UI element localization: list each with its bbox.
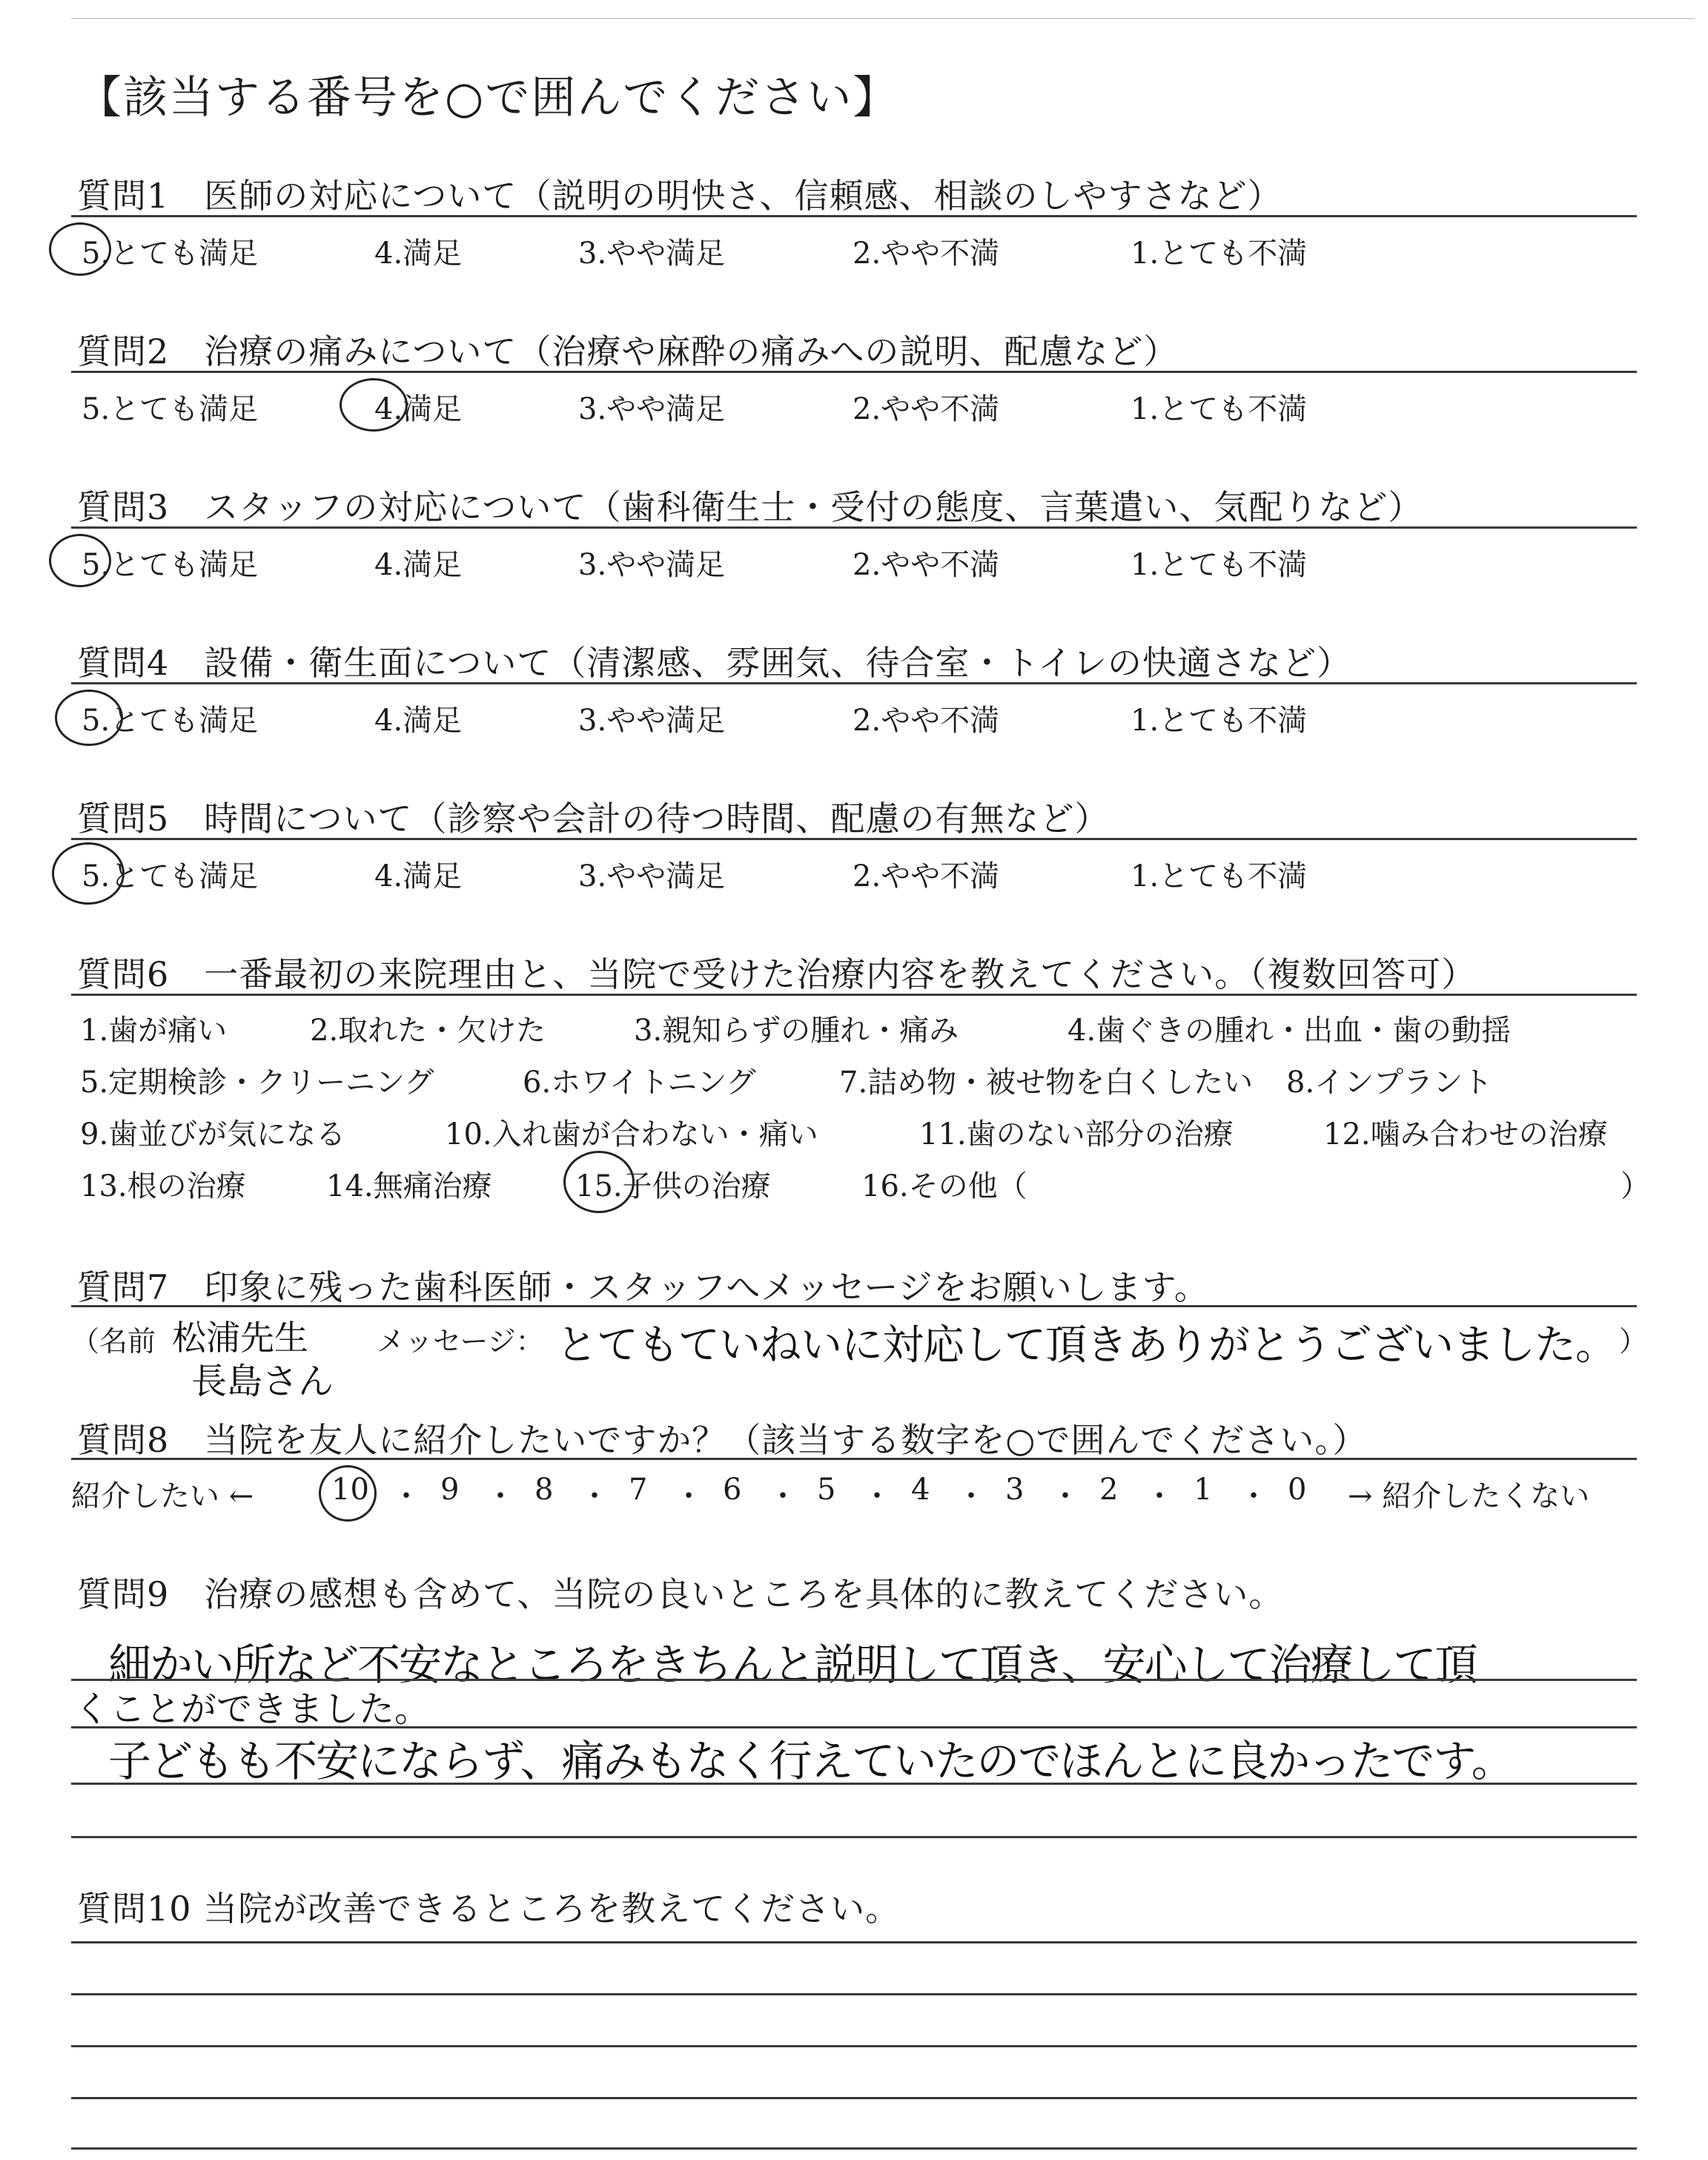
instruction-heading: 【該当する番号を○で囲んでください】	[77, 72, 899, 124]
q8-scale-9[interactable]: 9	[440, 1473, 460, 1507]
q5-option-1[interactable]: 1.とても不満	[1131, 859, 1308, 894]
q3-option-2[interactable]: 2.やや不満	[853, 548, 1000, 582]
q8-scale-6[interactable]: 6	[723, 1473, 742, 1507]
q1-option-5[interactable]: 5.とても満足	[82, 237, 259, 271]
q8-separator: ・	[1050, 1479, 1080, 1513]
question-9-title: 質問9 治療の感想も含めて、当院の良いところを具体的に教えてください。	[77, 1574, 1284, 1614]
q3-option-1[interactable]: 1.とても不満	[1131, 548, 1308, 582]
q8-scale-8[interactable]: 8	[534, 1473, 554, 1507]
question-8-rule	[71, 1458, 1637, 1460]
q7-close-paren: ）	[1619, 1325, 1648, 1358]
top-border	[71, 18, 1695, 19]
q8-separator: ・	[674, 1479, 704, 1513]
q9-answer-line-3: 子どもも不安にならず、痛みもなく行えていたのでほんとに良かったです。	[108, 1736, 1513, 1786]
q7-name-label: （名前	[71, 1325, 156, 1358]
question-10-title: 質問10 当院が改善できるところを教えてください。	[77, 1889, 901, 1929]
q8-scale-3[interactable]: 3	[1005, 1473, 1025, 1507]
q8-scale-4[interactable]: 4	[911, 1473, 930, 1507]
question-2-title: 質問2 治療の痛みについて（治療や麻酔の痛みへの説明、配慮など）	[77, 331, 1179, 371]
q6-option-1[interactable]: 1.歯が痛い	[80, 1014, 228, 1048]
q2-option-5[interactable]: 5.とても満足	[82, 392, 259, 426]
q6-option-13[interactable]: 13.根の治療	[80, 1169, 246, 1203]
question-2-rule	[71, 371, 1637, 373]
q8-separator: ・	[768, 1479, 798, 1513]
q2-option-1[interactable]: 1.とても不満	[1131, 392, 1308, 426]
q6-option-15[interactable]: 15.子供の治療	[575, 1169, 771, 1203]
q4-option-1[interactable]: 1.とても不満	[1131, 704, 1308, 738]
q4-option-5[interactable]: 5.とても満足	[82, 704, 259, 738]
question-6-title: 質問6 一番最初の来院理由と、当院で受けた治療内容を教えてください。（複数回答可）	[77, 954, 1477, 994]
q10-writing-line	[71, 1941, 1637, 1943]
question-4-rule	[71, 682, 1637, 684]
q6-option-6[interactable]: 6.ホワイトニング	[523, 1066, 756, 1100]
q8-scale-1[interactable]: 1	[1194, 1473, 1213, 1507]
q6-option-9[interactable]: 9.歯並びが気になる	[80, 1117, 346, 1152]
q6-option-7[interactable]: 7.詰め物・被せ物を白くしたい	[839, 1066, 1254, 1100]
q6-option-3[interactable]: 3.親知らずの腫れ・痛み	[634, 1014, 959, 1048]
q8-scale-5[interactable]: 5	[817, 1473, 836, 1507]
q1-option-4[interactable]: 4.満足	[374, 237, 463, 271]
q6-option-12[interactable]: 12.噛み合わせの治療	[1323, 1117, 1608, 1152]
question-3-title: 質問3 スタッフの対応について（歯科衛生士・受付の態度、言葉遣い、気配りなど）	[77, 487, 1423, 527]
q6-option-16[interactable]: 16.その他（	[861, 1169, 1027, 1203]
q5-option-4[interactable]: 4.満足	[374, 859, 463, 894]
q8-separator: ・	[580, 1479, 609, 1513]
q8-separator: ・	[1239, 1479, 1268, 1513]
question-5-title: 質問5 時間について（診察や会計の待つ時間、配慮の有無など）	[77, 799, 1110, 839]
q5-option-2[interactable]: 2.やや不満	[853, 859, 1000, 894]
q10-writing-line	[71, 2147, 1637, 2150]
question-7-rule	[71, 1305, 1637, 1307]
q5-selection-circle	[52, 842, 125, 905]
q9-answer-line-1: 細かい所など不安なところをきちんと説明して頂き、安心して治療して頂	[108, 1639, 1477, 1690]
question-1-rule	[71, 215, 1637, 217]
q10-writing-line	[71, 2097, 1637, 2099]
question-4-title: 質問4 設備・衛生面について（清潔感、雰囲気、待合室・トイレの快適さなど）	[77, 643, 1352, 683]
q6-option-2[interactable]: 2.取れた・欠けた	[310, 1014, 546, 1048]
q6-option-14[interactable]: 14.無痛治療	[326, 1169, 492, 1203]
q6-option-8[interactable]: 8.インプラント	[1286, 1066, 1493, 1100]
q3-option-5[interactable]: 5.とても満足	[82, 548, 259, 582]
q5-option-3[interactable]: 3.やや満足	[578, 859, 726, 894]
q4-option-2[interactable]: 2.やや不満	[853, 704, 1000, 738]
q8-separator: ・	[486, 1479, 515, 1513]
q1-option-1[interactable]: 1.とても不満	[1131, 237, 1308, 271]
q10-writing-line	[71, 2045, 1637, 2047]
q8-scale-0[interactable]: 0	[1288, 1473, 1307, 1507]
q10-writing-line	[71, 1993, 1637, 1995]
q9-writing-line	[71, 1783, 1637, 1785]
q7-name-handwritten-2: 長島さん	[191, 1361, 334, 1402]
q8-right-label: → 紹介したくない	[1348, 1479, 1590, 1513]
q1-option-3[interactable]: 3.やや満足	[578, 237, 726, 271]
q2-option-2[interactable]: 2.やや不満	[853, 392, 1000, 426]
q3-option-4[interactable]: 4.満足	[374, 548, 463, 582]
q1-selection-circle	[49, 222, 111, 276]
q1-option-2[interactable]: 2.やや不満	[853, 237, 1000, 271]
question-3-rule	[71, 526, 1637, 529]
q6-close-paren: ）	[1621, 1169, 1650, 1203]
q8-scale-7[interactable]: 7	[629, 1473, 648, 1507]
q7-message-label: メッセージ：	[377, 1325, 544, 1358]
q2-option-3[interactable]: 3.やや満足	[578, 392, 726, 426]
q8-separator: ・	[956, 1479, 986, 1513]
q6-option-5[interactable]: 5.定期検診・クリーニング	[80, 1066, 434, 1100]
question-6-rule	[71, 994, 1637, 996]
q6-selection-circle	[563, 1151, 635, 1213]
q3-selection-circle	[49, 534, 111, 587]
q3-option-3[interactable]: 3.やや満足	[578, 548, 726, 582]
question-7-title: 質問7 印象に残った歯科医師・スタッフへメッセージをお願いします。	[77, 1267, 1209, 1307]
q6-option-11[interactable]: 11.歯のない部分の治療	[919, 1117, 1234, 1152]
q8-selection-circle	[319, 1465, 377, 1522]
q8-scale-2[interactable]: 2	[1099, 1473, 1119, 1507]
q9-answer-line-2: くことができました。	[74, 1688, 431, 1730]
q2-selection-circle	[340, 378, 408, 432]
q8-left-label: 紹介したい ←	[71, 1479, 254, 1513]
q8-separator: ・	[862, 1479, 892, 1513]
q7-name-handwritten-1: 松浦先生	[172, 1318, 308, 1358]
q4-option-4[interactable]: 4.満足	[374, 704, 463, 738]
question-8-title: 質問8 当院を友人に紹介したいですか？（該当する数字を○で囲んでください。）	[77, 1420, 1368, 1460]
q4-option-3[interactable]: 3.やや満足	[578, 704, 726, 738]
q8-separator: ・	[1145, 1479, 1174, 1513]
q6-option-4[interactable]: 4.歯ぐきの腫れ・出血・歯の動揺	[1068, 1014, 1512, 1048]
q4-selection-circle	[55, 690, 123, 746]
q7-message-handwritten: とてもていねいに対応して頂きありがとうございました。	[556, 1321, 1616, 1370]
q9-writing-line	[71, 1836, 1637, 1838]
question-1-title: 質問1 医師の対応について（説明の明快さ、信頼感、相談のしやすさなど）	[77, 176, 1282, 216]
q8-scale-10[interactable]: 10	[331, 1473, 369, 1507]
question-5-rule	[71, 838, 1637, 840]
q5-option-5[interactable]: 5.とても満足	[82, 859, 259, 894]
q8-separator: ・	[391, 1479, 421, 1513]
q6-option-10[interactable]: 10.入れ歯が合わない・痛い	[445, 1117, 818, 1152]
q2-option-4[interactable]: 4.満足	[374, 392, 463, 426]
